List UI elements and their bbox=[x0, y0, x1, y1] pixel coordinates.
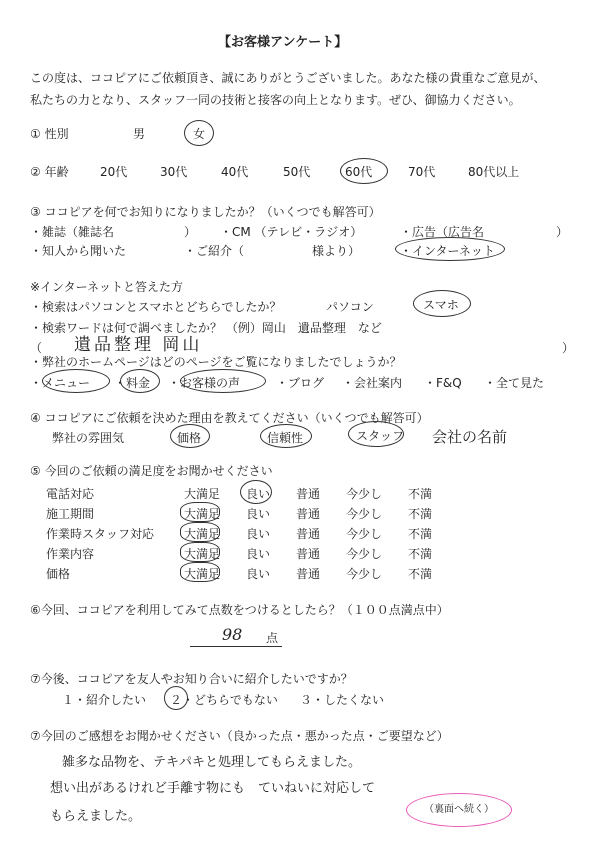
q2-option-60s[interactable]: 60代 bbox=[345, 165, 373, 179]
q5-label: ⑤ 今回のご依頼の満足度をお聞かせください bbox=[30, 464, 273, 478]
q5-row-label: 施工期間 bbox=[46, 507, 95, 521]
q5-option-normal[interactable]: 普通 bbox=[296, 487, 321, 501]
page-option-blog[interactable]: ・ブログ bbox=[276, 376, 325, 390]
keyword-paren-close: ） bbox=[562, 341, 575, 355]
q2-label: ② 年齢 bbox=[30, 165, 69, 179]
q5-option-very-satisfied[interactable]: 大満足 bbox=[184, 527, 221, 541]
device-option-smartphone[interactable]: スマホ bbox=[423, 298, 459, 312]
page-option-faq[interactable]: ・F&Q bbox=[424, 376, 462, 390]
q4-option-trust[interactable]: 信頼性 bbox=[267, 431, 304, 445]
q2-option-70s[interactable]: 70代 bbox=[408, 165, 436, 179]
page-price-circle bbox=[120, 369, 160, 393]
q4-option-staff[interactable]: スタッフ bbox=[356, 429, 405, 443]
q5-option-normal[interactable]: 普通 bbox=[296, 507, 321, 521]
q5-option-normal[interactable]: 普通 bbox=[296, 547, 321, 561]
q4-label: ④ ココピアにご依頼を決めた理由を教えてください（いくつでも解答可） bbox=[30, 411, 429, 425]
q5-option-a-bit-lacking[interactable]: 今少し bbox=[346, 567, 383, 581]
q5-row1-selection-circle bbox=[240, 480, 272, 504]
q6-label: ⑥今回、ココピアを利用してみて点数をつけるとしたら？（１００点満点中） bbox=[30, 603, 449, 617]
q4-option-price[interactable]: 価格 bbox=[177, 431, 202, 445]
comment-line-3: もらえました。 bbox=[50, 809, 142, 824]
q5-option-normal[interactable]: 普通 bbox=[296, 527, 321, 541]
q2-option-20s[interactable]: 20代 bbox=[100, 165, 128, 179]
q2-option-40s[interactable]: 40代 bbox=[221, 165, 249, 179]
device-option-pc[interactable]: パソコン bbox=[326, 300, 374, 314]
q7a-label: ⑦今後、ココピアを友人やお知り合いに紹介したいですか？ bbox=[30, 672, 353, 686]
q5-option-good[interactable]: 良い bbox=[246, 507, 271, 521]
q5-row5-selection-circle bbox=[180, 562, 220, 582]
q7b-label: ⑦今回のご感想をお聞かせください（良かった点・悪かった点・ご要望など） bbox=[30, 729, 449, 743]
q6-score: 98 bbox=[222, 625, 243, 644]
q2-option-30s[interactable]: 30代 bbox=[160, 165, 188, 179]
q5-option-a-bit-lacking[interactable]: 今少し bbox=[346, 527, 383, 541]
q7a-option-1[interactable]: １・紹介したい bbox=[62, 693, 147, 707]
q3-option-magazine[interactable]: ・雑誌（雑誌名 bbox=[30, 225, 115, 239]
q5-option-a-bit-lacking[interactable]: 今少し bbox=[346, 507, 383, 521]
page-option-company[interactable]: ・会社案内 bbox=[342, 376, 403, 390]
q5-row2-selection-circle bbox=[180, 502, 220, 522]
q2-option-50s[interactable]: 50代 bbox=[283, 165, 311, 179]
internet-keyword-question: ・検索ワードは何で調べましたか？ （例）岡山 遺品整理 など bbox=[30, 321, 382, 335]
q5-option-dissatisfied[interactable]: 不満 bbox=[408, 567, 433, 581]
q5-row-label: 作業内容 bbox=[46, 547, 95, 561]
q7a-option-2[interactable]: ２・どちらでもない bbox=[170, 693, 278, 707]
q3-option-referral[interactable]: ・ご紹介（ bbox=[184, 244, 245, 258]
q3-option-ad[interactable]: ・広告（広告名 bbox=[400, 225, 485, 239]
comment-line-2: 想い出があるけれど手離す物にも ていねいに対応して bbox=[50, 781, 376, 796]
q5-row-label: 電話対応 bbox=[46, 487, 95, 501]
q4-price-circle bbox=[170, 424, 210, 448]
q5-option-dissatisfied[interactable]: 不満 bbox=[408, 527, 433, 541]
q5-row-label: 価格 bbox=[46, 567, 71, 581]
keyword-handwritten-answer: 遺品整理 岡山 bbox=[74, 335, 203, 355]
page-option-menu[interactable]: ・メニュー bbox=[30, 376, 91, 390]
q1-selection-circle bbox=[184, 120, 214, 146]
q5-option-very-satisfied[interactable]: 大満足 bbox=[184, 507, 221, 521]
q3-option-internet[interactable]: ・インターネット bbox=[400, 244, 495, 258]
q7a-option-3[interactable]: ３・したくない bbox=[300, 693, 385, 707]
q5-option-dissatisfied[interactable]: 不満 bbox=[408, 507, 433, 521]
q5-option-dissatisfied[interactable]: 不満 bbox=[408, 547, 433, 561]
device-selection-circle bbox=[413, 290, 471, 317]
q4-staff-circle bbox=[348, 421, 404, 447]
q6-unit: 点 bbox=[266, 631, 279, 645]
q2-option-80s[interactable]: 80代以上 bbox=[468, 165, 520, 179]
q3-label: ③ ココピアを何でお知りになりましたか？（いくつでも解答可） bbox=[30, 205, 381, 219]
q1-option-female[interactable]: 女 bbox=[193, 127, 206, 141]
q6-score-underline bbox=[190, 646, 282, 647]
q5-option-very-satisfied[interactable]: 大満足 bbox=[184, 567, 221, 581]
q1-label: ① 性別 bbox=[30, 127, 69, 141]
q3-option-acquaintance[interactable]: ・知人から聞いた bbox=[30, 244, 127, 258]
q5-option-very-satisfied[interactable]: 大満足 bbox=[184, 547, 221, 561]
back-note-text: （裏面へ続く） bbox=[424, 804, 494, 815]
intro-line-2: 私たちの力となり、スタッフ一同の技術と接客の向上となります。ぜひ、御協力ください。 bbox=[30, 93, 521, 107]
q5-option-normal[interactable]: 普通 bbox=[296, 567, 321, 581]
q4-handwritten-other: 会社の名前 bbox=[432, 428, 508, 446]
q5-option-good[interactable]: 良い bbox=[246, 547, 271, 561]
q5-row4-selection-circle bbox=[180, 542, 220, 562]
page-voice-circle bbox=[180, 369, 266, 393]
page-title: 【お客様アンケート】 bbox=[218, 35, 348, 50]
intro-line-1: この度は、ココピアにご依頼頂き、誠にありがとうございました。あなた様の貴重なご意見が、 bbox=[30, 71, 546, 85]
q5-option-good[interactable]: 良い bbox=[246, 487, 271, 501]
q5-option-good[interactable]: 良い bbox=[246, 527, 271, 541]
q3-referral-close: 様より） bbox=[312, 244, 361, 258]
q3-option-cm[interactable]: ・CM （テレビ・ラジオ） bbox=[220, 225, 363, 239]
q5-option-a-bit-lacking[interactable]: 今少し bbox=[346, 547, 383, 561]
internet-heading: ※インターネットと答えた方 bbox=[30, 280, 183, 294]
q5-option-very-satisfied[interactable]: 大満足 bbox=[184, 487, 221, 501]
q5-option-dissatisfied[interactable]: 不満 bbox=[408, 487, 433, 501]
q1-option-male[interactable]: 男 bbox=[133, 127, 146, 141]
q3-ad-close: ） bbox=[556, 225, 569, 239]
q5-option-a-bit-lacking[interactable]: 今少し bbox=[346, 487, 383, 501]
q5-row3-selection-circle bbox=[180, 522, 220, 542]
page-option-price[interactable]: ・料金 bbox=[114, 376, 151, 390]
internet-device-question: ・検索はパソコンとスマホとどちらでしたか？ bbox=[30, 300, 282, 314]
comment-line-1: 雑多な品物を、テキパキと処理してもらえました。 bbox=[62, 755, 362, 770]
q4-option-atmosphere[interactable]: 弊社の雰囲気 bbox=[52, 431, 125, 445]
q5-row-label: 作業時スタッフ対応 bbox=[46, 527, 155, 541]
page-menu-circle bbox=[42, 369, 110, 393]
page-option-voice[interactable]: ・お客様の声 bbox=[168, 376, 241, 390]
q2-selection-circle bbox=[340, 158, 388, 184]
internet-page-question: ・弊社のホームページはどのページをご覧になりましたでしょうか？ bbox=[30, 355, 402, 369]
q4-trust-circle bbox=[260, 424, 312, 448]
page-option-all[interactable]: ・全て見た bbox=[484, 376, 545, 390]
keyword-paren-open: （ bbox=[30, 341, 43, 355]
q7a-selection-circle bbox=[164, 686, 188, 710]
q3-selection-circle bbox=[395, 237, 505, 261]
q5-option-good[interactable]: 良い bbox=[246, 567, 271, 581]
q3-magazine-close: ） bbox=[184, 225, 197, 239]
